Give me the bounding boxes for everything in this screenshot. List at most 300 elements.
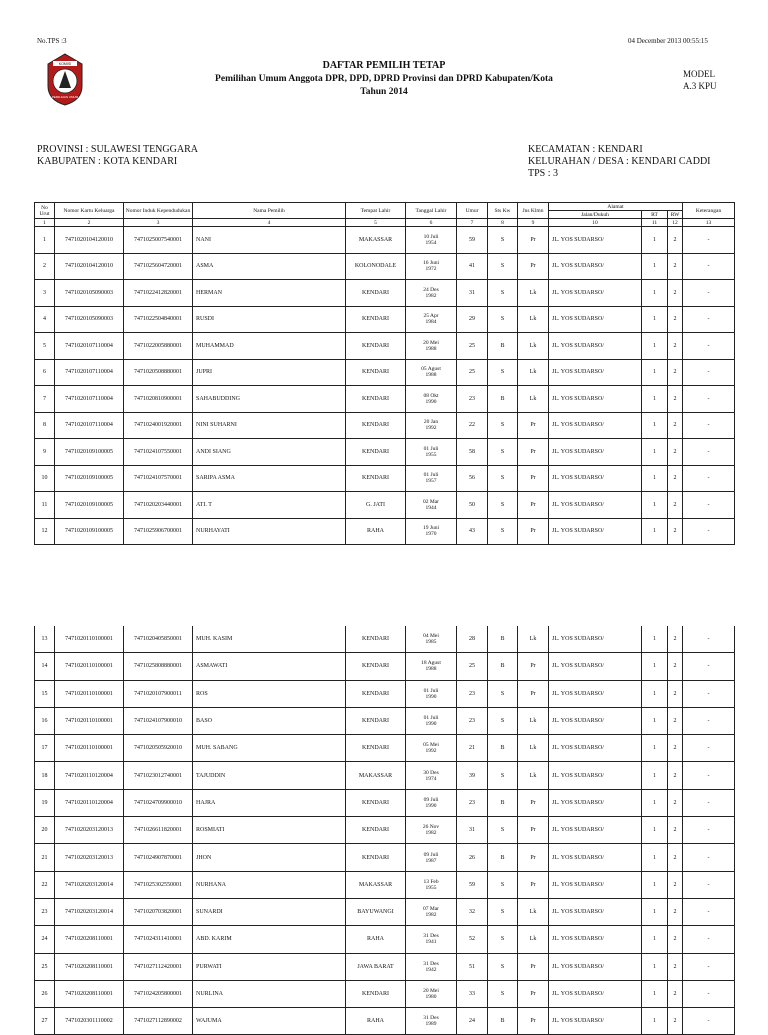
cell-rt: 1 xyxy=(642,953,668,980)
cell-ket: - xyxy=(683,465,735,492)
cell-jalan: JL. YOS SUDARSO/ xyxy=(549,626,642,653)
doc-year: Tahun 2014 xyxy=(360,87,408,97)
cell-kk: 7471020110100001 xyxy=(55,626,124,653)
cell-nik: 7471020405850001 xyxy=(124,626,193,653)
cell-tanggal-day-month: 05 Mei xyxy=(423,742,439,749)
cell-nama: ASMA xyxy=(193,253,346,280)
cell-nik: 7471024709900010 xyxy=(124,789,193,816)
cell-jalan: JL. YOS SUDARSO/ xyxy=(549,465,642,492)
cell-rt: 1 xyxy=(642,439,668,466)
cell-sts: S xyxy=(488,871,518,898)
cell-tanggal-day-month: 09 Juli xyxy=(423,796,439,803)
cell-ket: - xyxy=(683,871,735,898)
cell-tanggal-year: 1987 xyxy=(425,857,437,864)
cell-tanggal-day-month: 30 Des xyxy=(423,769,439,776)
cell-kk: 7471020107110004 xyxy=(55,386,124,413)
voter-rows-page-1 xyxy=(35,227,735,545)
cell-tanggal-year: 1957 xyxy=(425,478,437,485)
cell-sts: S xyxy=(488,280,518,307)
cell-no: 20 xyxy=(35,817,55,844)
cell-tempat: MAKASSAR xyxy=(346,227,406,254)
cell-rt: 1 xyxy=(642,707,668,734)
cell-kk: 7471020208110001 xyxy=(55,980,124,1007)
cell-tanggal xyxy=(406,953,457,980)
table-row xyxy=(35,1008,735,1035)
cell-tanggal-year: 1992 xyxy=(425,748,437,755)
cell-kk: 7471020109100005 xyxy=(55,492,124,519)
cell-nik: 7471020107900011 xyxy=(124,680,193,707)
cell-rt: 1 xyxy=(642,333,668,360)
cell-tanggal-day-month: 01 Juli xyxy=(423,472,439,479)
cell-ket: - xyxy=(683,735,735,762)
cell-jalan: JL. YOS SUDARSO/ xyxy=(549,439,642,466)
kabupaten: KABUPATEN : KOTA KENDARI xyxy=(37,156,178,167)
cell-no: 14 xyxy=(35,653,55,680)
cell-nama: WAJUMA xyxy=(193,1008,346,1035)
cell-tempat: MAKASSAR xyxy=(346,762,406,789)
cell-no: 24 xyxy=(35,926,55,953)
cell-sts: S xyxy=(488,707,518,734)
model-label xyxy=(683,68,717,92)
cell-kk: 7471020104120010 xyxy=(55,227,124,254)
cell-tempat: RAHA xyxy=(346,926,406,953)
cell-rt: 1 xyxy=(642,762,668,789)
cell-umur: 23 xyxy=(457,680,488,707)
cell-tanggal-year: 1990 xyxy=(425,721,437,728)
cell-tempat: KENDARI xyxy=(346,306,406,333)
cell-jalan: JL. YOS SUDARSO/ xyxy=(549,386,642,413)
cell-tanggal xyxy=(406,817,457,844)
table-row xyxy=(35,359,735,386)
cell-jalan: JL. YOS SUDARSO/ xyxy=(549,953,642,980)
cell-rt: 1 xyxy=(642,280,668,307)
cell-nik: 7471025604720001 xyxy=(124,253,193,280)
col-number: 11 xyxy=(642,219,668,227)
table-row xyxy=(35,789,735,816)
cell-tempat: KENDARI xyxy=(346,465,406,492)
cell-jns: Lk xyxy=(518,280,549,307)
cell-tanggal-year: 1955 xyxy=(425,451,437,458)
cell-tanggal-year: 1990 xyxy=(425,693,437,700)
cell-tempat: KENDARI xyxy=(346,680,406,707)
cell-rt: 1 xyxy=(642,253,668,280)
cell-kk: 7471020107110004 xyxy=(55,359,124,386)
table-row xyxy=(35,333,735,360)
cell-nik: 7471022412820001 xyxy=(124,280,193,307)
voter-table-page-1 xyxy=(34,202,735,545)
cell-rt: 1 xyxy=(642,680,668,707)
cell-jns: Pr xyxy=(518,492,549,519)
col-rw: RW xyxy=(668,211,683,219)
cell-nama: MUHAMMAD xyxy=(193,333,346,360)
cell-jalan: JL. YOS SUDARSO/ xyxy=(549,980,642,1007)
col-alamat: Alamat xyxy=(549,203,683,211)
col-number: 9 xyxy=(518,219,549,227)
voter-table-page-2 xyxy=(34,626,735,1035)
cell-jns: Pr xyxy=(518,680,549,707)
cell-tanggal xyxy=(406,227,457,254)
cell-tanggal-year: 1974 xyxy=(425,775,437,782)
cell-jns: Pr xyxy=(518,871,549,898)
col-number: 10 xyxy=(549,219,642,227)
cell-tanggal-day-month: 13 Feb xyxy=(423,878,439,885)
cell-tanggal-year: 1992 xyxy=(425,425,437,432)
cell-tanggal-year: 1980 xyxy=(425,994,437,1000)
cell-nik: 7471024107550001 xyxy=(124,439,193,466)
cell-no: 18 xyxy=(35,762,55,789)
cell-jalan: JL. YOS SUDARSO/ xyxy=(549,735,642,762)
cell-tanggal-day-month: 20 Jan xyxy=(423,419,439,426)
cell-no: 3 xyxy=(35,280,55,307)
cell-sts: S xyxy=(488,227,518,254)
cell-nama: JUPRI xyxy=(193,359,346,386)
cell-tanggal xyxy=(406,653,457,680)
cell-kk: 7471020105090003 xyxy=(55,306,124,333)
table-row xyxy=(35,898,735,925)
col-number: 13 xyxy=(683,219,735,227)
cell-tanggal xyxy=(406,707,457,734)
cell-kk: 7471020110100001 xyxy=(55,680,124,707)
cell-nik: 7471022504840001 xyxy=(124,306,193,333)
cell-tanggal xyxy=(406,333,457,360)
cell-jns: Pr xyxy=(518,518,549,545)
kelurahan: KELURAHAN / DESA : KENDARI CADDI xyxy=(528,156,711,167)
table-row xyxy=(35,518,735,545)
cell-ket: - xyxy=(683,492,735,519)
cell-nik: 7471025302550001 xyxy=(124,871,193,898)
cell-tanggal-year: 1984 xyxy=(425,319,437,326)
cell-tempat: KENDARI xyxy=(346,359,406,386)
cell-rw: 2 xyxy=(668,926,683,953)
cell-umur: 41 xyxy=(457,253,488,280)
cell-nama: ATI. T xyxy=(193,492,346,519)
cell-kk: 7471020208110001 xyxy=(55,953,124,980)
cell-jns: Pr xyxy=(518,412,549,439)
cell-tanggal xyxy=(406,280,457,307)
cell-jalan: JL. YOS SUDARSO/ xyxy=(549,227,642,254)
col-sts: Sts Kw xyxy=(488,203,518,219)
cell-nik: 7471027112890002 xyxy=(124,1008,193,1035)
table-header-row xyxy=(35,203,735,211)
cell-jalan: JL. YOS SUDARSO/ xyxy=(549,306,642,333)
cell-umur: 33 xyxy=(457,980,488,1007)
cell-no: 27 xyxy=(35,1008,55,1035)
cell-no: 25 xyxy=(35,953,55,980)
cell-tanggal-day-month: 31 Des xyxy=(423,933,439,940)
cell-kk: 7471020203120013 xyxy=(55,817,124,844)
cell-rt: 1 xyxy=(642,359,668,386)
cell-tempat: KENDARI xyxy=(346,333,406,360)
cell-umur: 51 xyxy=(457,953,488,980)
cell-sts: S xyxy=(488,492,518,519)
cell-jns: Lk xyxy=(518,926,549,953)
cell-ket: - xyxy=(683,412,735,439)
cell-rw: 2 xyxy=(668,306,683,333)
cell-kk: 7471020104120010 xyxy=(55,253,124,280)
cell-umur: 22 xyxy=(457,412,488,439)
cell-tempat: KENDARI xyxy=(346,735,406,762)
cell-tanggal xyxy=(406,386,457,413)
cell-umur: 28 xyxy=(457,626,488,653)
cell-no: 16 xyxy=(35,707,55,734)
cell-sts: B xyxy=(488,386,518,413)
cell-tempat: KENDARI xyxy=(346,653,406,680)
table-row xyxy=(35,980,735,1007)
model-line-2: A.3 KPU xyxy=(683,81,717,91)
cell-rt: 1 xyxy=(642,492,668,519)
cell-jalan: JL. YOS SUDARSO/ xyxy=(549,653,642,680)
cell-tanggal-year: 1954 xyxy=(425,239,437,246)
cell-tanggal-year: 1970 xyxy=(425,531,437,538)
cell-jns: Pr xyxy=(518,465,549,492)
cell-no: 26 xyxy=(35,980,55,1007)
cell-rw: 2 xyxy=(668,789,683,816)
col-number: 4 xyxy=(193,219,346,227)
cell-no: 23 xyxy=(35,898,55,925)
cell-nama: SARIPA ASMA xyxy=(193,465,346,492)
cell-umur: 21 xyxy=(457,735,488,762)
col-nik: Nomor Induk Kependudukan xyxy=(124,203,193,219)
cell-tanggal xyxy=(406,518,457,545)
col-jns: Jns Klmn xyxy=(518,203,549,219)
table-row xyxy=(35,306,735,333)
cell-nik: 7471022005880001 xyxy=(124,333,193,360)
cell-umur: 43 xyxy=(457,518,488,545)
cell-no: 4 xyxy=(35,306,55,333)
cell-nik: 7471020505920010 xyxy=(124,735,193,762)
cell-no: 22 xyxy=(35,871,55,898)
cell-rw: 2 xyxy=(668,359,683,386)
cell-no: 10 xyxy=(35,465,55,492)
cell-umur: 23 xyxy=(457,789,488,816)
table-row xyxy=(35,926,735,953)
cell-tanggal-year: 1941 xyxy=(425,939,437,946)
cell-tanggal-day-month: 25 Apr xyxy=(423,313,439,320)
cell-tanggal-day-month: 09 Juli xyxy=(423,851,439,858)
table-row xyxy=(35,253,735,280)
cell-tanggal-day-month: 01 Juli xyxy=(423,445,439,452)
cell-sts: S xyxy=(488,817,518,844)
cell-jns: Lk xyxy=(518,735,549,762)
cell-jalan: JL. YOS SUDARSO/ xyxy=(549,817,642,844)
cell-kk: 7471020109100005 xyxy=(55,439,124,466)
cell-tanggal-day-month: 20 Mei xyxy=(423,988,439,994)
cell-jalan: JL. YOS SUDARSO/ xyxy=(549,280,642,307)
cell-jns: Pr xyxy=(518,439,549,466)
cell-jalan: JL. YOS SUDARSO/ xyxy=(549,871,642,898)
table-row xyxy=(35,817,735,844)
cell-rt: 1 xyxy=(642,518,668,545)
cell-jns: Lk xyxy=(518,707,549,734)
cell-tempat: KENDARI xyxy=(346,412,406,439)
cell-jns: Lk xyxy=(518,333,549,360)
cell-tanggal xyxy=(406,465,457,492)
cell-tanggal-year: 1972 xyxy=(425,266,437,273)
cell-nama: HERMAN xyxy=(193,280,346,307)
cell-nik: 7471025906700001 xyxy=(124,518,193,545)
cell-kk: 7471020110100001 xyxy=(55,707,124,734)
cell-rw: 2 xyxy=(668,762,683,789)
cell-jns: Pr xyxy=(518,980,549,1007)
cell-kk: 7471020203120013 xyxy=(55,844,124,871)
cell-jalan: JL. YOS SUDARSO/ xyxy=(549,359,642,386)
cell-kk: 7471020301110002 xyxy=(55,1008,124,1035)
tps-number: No.TPS :3 xyxy=(37,37,67,45)
cell-sts: B xyxy=(488,626,518,653)
cell-nama: ASMAWATI xyxy=(193,653,346,680)
cell-tanggal-day-month: 16 Juni xyxy=(422,260,440,267)
cell-sts: B xyxy=(488,653,518,680)
cell-nama: TAJUDDIN xyxy=(193,762,346,789)
cell-tempat: KENDARI xyxy=(346,439,406,466)
cell-tempat: KENDARI xyxy=(346,707,406,734)
cell-tanggal-day-month: 18 Agust xyxy=(421,660,441,667)
cell-tanggal-year: 1988 xyxy=(425,345,437,352)
cell-rw: 2 xyxy=(668,735,683,762)
cell-no: 5 xyxy=(35,333,55,360)
cell-no: 7 xyxy=(35,386,55,413)
cell-tanggal-day-month: 04 Mei xyxy=(423,633,439,640)
cell-no: 1 xyxy=(35,227,55,254)
cell-rw: 2 xyxy=(668,465,683,492)
cell-tempat: RAHA xyxy=(346,518,406,545)
cell-jns: Pr xyxy=(518,789,549,816)
cell-rw: 2 xyxy=(668,1008,683,1035)
cell-tanggal xyxy=(406,1008,457,1035)
cell-tempat: KENDARI xyxy=(346,980,406,1007)
cell-rt: 1 xyxy=(642,926,668,953)
cell-rt: 1 xyxy=(642,898,668,925)
cell-tempat: KENDARI xyxy=(346,626,406,653)
doc-subtitle: Pemilihan Umum Anggota DPR, DPD, DPRD Provinsi dan DPRD Kabupaten/Kota xyxy=(215,74,553,84)
cell-umur: 26 xyxy=(457,844,488,871)
cell-nik: 7471023012740001 xyxy=(124,762,193,789)
voter-rows-page-2 xyxy=(35,626,735,1035)
cell-tanggal xyxy=(406,898,457,925)
cell-sts: B xyxy=(488,333,518,360)
cell-kk: 7471020110100001 xyxy=(55,735,124,762)
cell-tanggal-year: 1982 xyxy=(425,830,437,837)
cell-tanggal xyxy=(406,253,457,280)
cell-rt: 1 xyxy=(642,817,668,844)
cell-nik: 7471024907870001 xyxy=(124,844,193,871)
cell-rt: 1 xyxy=(642,1008,668,1035)
cell-tanggal-day-month: 07 Mar xyxy=(422,906,440,913)
cell-jalan: JL. YOS SUDARSO/ xyxy=(549,707,642,734)
cell-jns: Lk xyxy=(518,386,549,413)
doc-title: DAFTAR PEMILIH TETAP xyxy=(322,60,446,71)
cell-ket: - xyxy=(683,707,735,734)
col-umur: Umur xyxy=(457,203,488,219)
cell-ket: - xyxy=(683,898,735,925)
cell-rw: 2 xyxy=(668,227,683,254)
cell-jalan: JL. YOS SUDARSO/ xyxy=(549,518,642,545)
cell-umur: 23 xyxy=(457,386,488,413)
cell-jalan: JL. YOS SUDARSO/ xyxy=(549,844,642,871)
cell-ket: - xyxy=(683,386,735,413)
cell-tanggal xyxy=(406,492,457,519)
cell-tanggal-day-month: 20 Mei xyxy=(423,339,439,346)
cell-umur: 25 xyxy=(457,653,488,680)
cell-umur: 31 xyxy=(457,817,488,844)
cell-sts: S xyxy=(488,359,518,386)
cell-ket: - xyxy=(683,333,735,360)
cell-nama: ROSMIATI xyxy=(193,817,346,844)
col-number: 12 xyxy=(668,219,683,227)
tps: TPS : 3 xyxy=(528,168,559,179)
cell-rw: 2 xyxy=(668,653,683,680)
cell-no: 21 xyxy=(35,844,55,871)
cell-rw: 2 xyxy=(668,817,683,844)
model-line-1: MODEL xyxy=(683,69,715,79)
cell-rt: 1 xyxy=(642,980,668,1007)
cell-nik: 7471020703820001 xyxy=(124,898,193,925)
cell-nama: NURHANA xyxy=(193,871,346,898)
cell-no: 11 xyxy=(35,492,55,519)
cell-sts: S xyxy=(488,253,518,280)
cell-sts: S xyxy=(488,680,518,707)
cell-ket: - xyxy=(683,680,735,707)
cell-nik: 7471024311410001 xyxy=(124,926,193,953)
cell-sts: S xyxy=(488,898,518,925)
table-row xyxy=(35,439,735,466)
cell-tempat: RAHA xyxy=(346,1008,406,1035)
cell-tanggal xyxy=(406,626,457,653)
cell-ket: - xyxy=(683,306,735,333)
cell-tanggal-year: 1985 xyxy=(425,639,437,646)
cell-rw: 2 xyxy=(668,953,683,980)
cell-rt: 1 xyxy=(642,227,668,254)
cell-kk: 7471020110120004 xyxy=(55,762,124,789)
cell-tempat: BAYUWANGI xyxy=(346,898,406,925)
print-timestamp: 04 December 2013 00:55:15 xyxy=(628,37,708,45)
col-no: No Urut xyxy=(35,203,55,219)
column-number-row xyxy=(35,219,735,227)
cell-rt: 1 xyxy=(642,844,668,871)
cell-jns: Pr xyxy=(518,844,549,871)
cell-nik: 7471024107570001 xyxy=(124,465,193,492)
cell-jalan: JL. YOS SUDARSO/ xyxy=(549,253,642,280)
cell-no: 9 xyxy=(35,439,55,466)
cell-umur: 31 xyxy=(457,280,488,307)
cell-nik: 7471020203440001 xyxy=(124,492,193,519)
col-jalan: Jalan/Dukuh xyxy=(549,211,642,219)
cell-rw: 2 xyxy=(668,680,683,707)
cell-tanggal-day-month: 01 Juli xyxy=(423,715,439,722)
cell-nik: 7471024001920001 xyxy=(124,412,193,439)
table-row xyxy=(35,680,735,707)
cell-rw: 2 xyxy=(668,439,683,466)
cell-nama: RUSDI xyxy=(193,306,346,333)
cell-rt: 1 xyxy=(642,465,668,492)
cell-rt: 1 xyxy=(642,871,668,898)
table-row xyxy=(35,871,735,898)
cell-kk: 7471020110120004 xyxy=(55,789,124,816)
col-rt: RT xyxy=(642,211,668,219)
cell-nama: ABD. KARIM xyxy=(193,926,346,953)
cell-tanggal xyxy=(406,871,457,898)
cell-rw: 2 xyxy=(668,980,683,1007)
cell-ket: - xyxy=(683,789,735,816)
table-row xyxy=(35,653,735,680)
cell-tanggal-year: 1988 xyxy=(425,666,437,673)
cell-ket: - xyxy=(683,626,735,653)
cell-tempat: MAKASSAR xyxy=(346,871,406,898)
col-tanggal: Tanggal Lahir xyxy=(406,203,457,219)
cell-rw: 2 xyxy=(668,898,683,925)
cell-jns: Lk xyxy=(518,626,549,653)
cell-jalan: JL. YOS SUDARSO/ xyxy=(549,762,642,789)
